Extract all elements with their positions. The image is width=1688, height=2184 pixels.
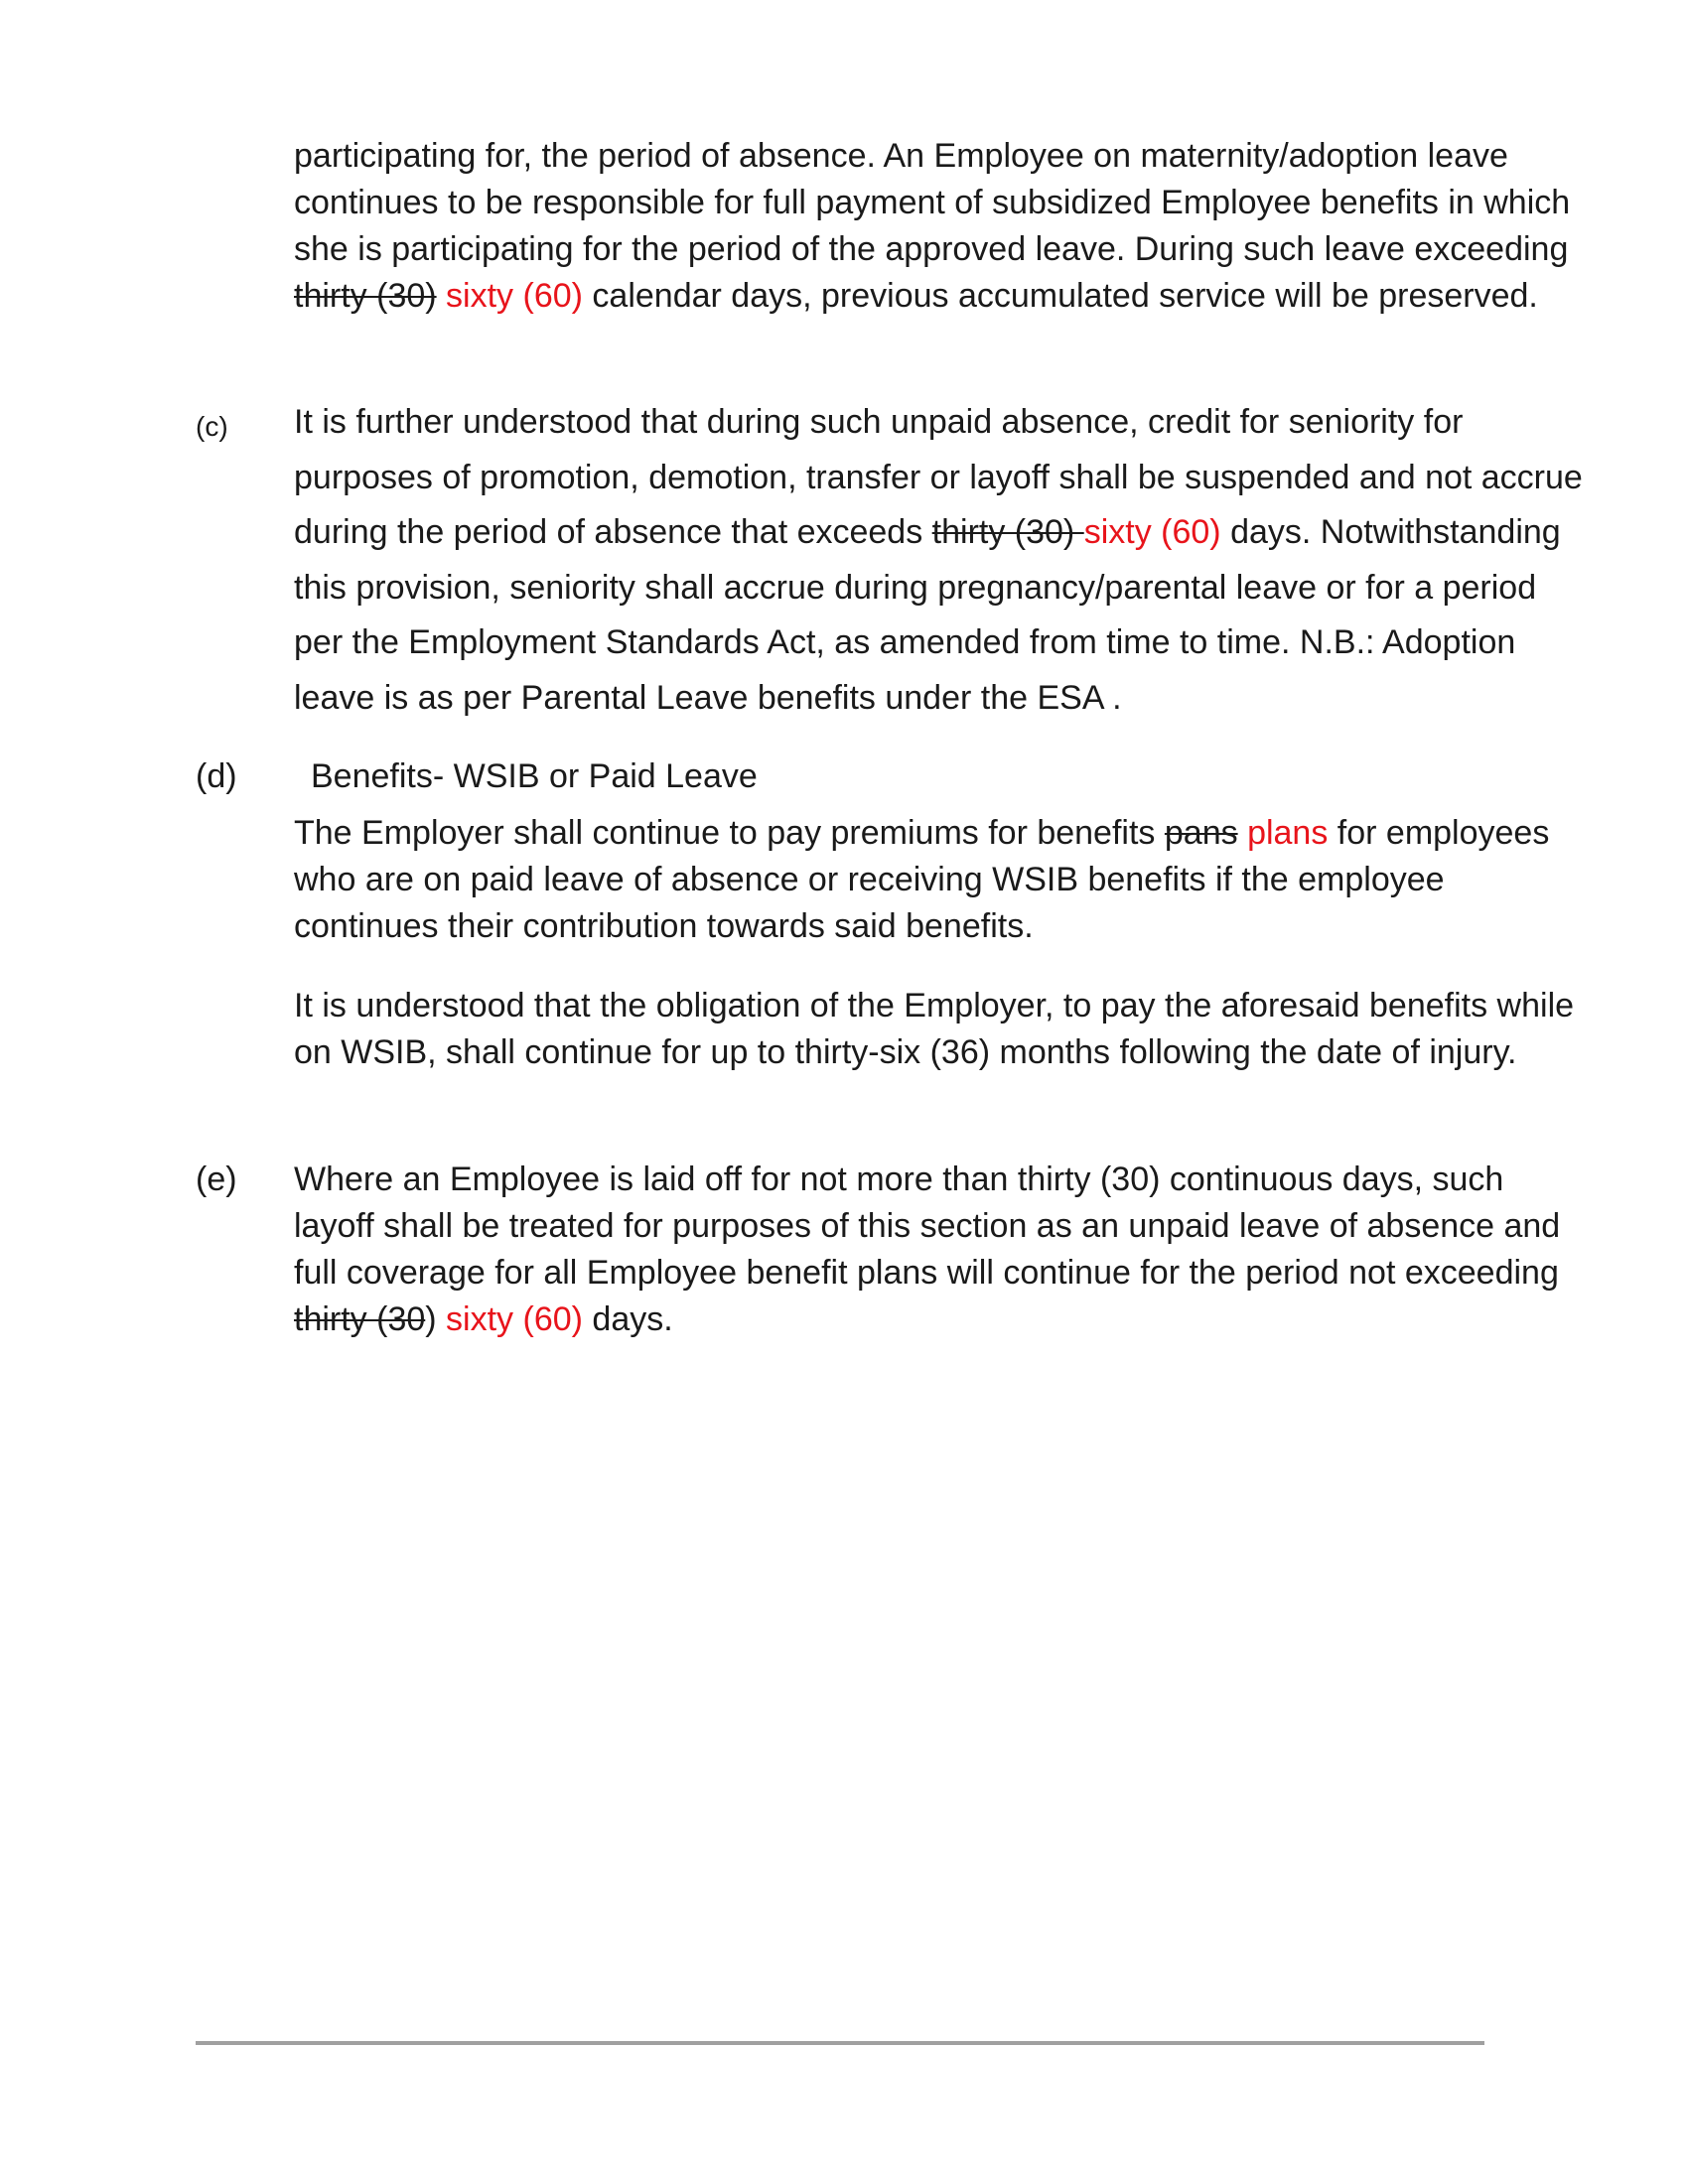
section-e-paragraph: [294, 1157, 1585, 1343]
inserted-text: sixty (60): [1083, 513, 1221, 551]
deleted-text: thirty (30): [931, 513, 1084, 551]
inserted-text: plans: [1247, 814, 1329, 852]
section-c-paragraph: [294, 395, 1585, 726]
section-d-marker: (d): [196, 757, 237, 795]
inserted-text: sixty (60): [446, 277, 583, 315]
section-e-marker: (e): [196, 1160, 237, 1198]
footer-divider: [196, 2041, 1484, 2045]
text-segment: [437, 277, 446, 315]
text-segment: Where an Employee is laid off for not more than thirty (30) continuous days, such layoff shall be treated for purposes of this section as an unpaid leave of absence and full coverage for all Employee benefit plans will continue for the period not exceeding: [294, 1160, 1561, 1292]
text-segment: [1238, 814, 1247, 852]
section-d-paragraph-1: [294, 810, 1585, 950]
deleted-text: pans: [1164, 814, 1238, 852]
section-d-paragraph-2: It is understood that the obligation of the Employer, to pay the aforesaid benefits while on WSIB, shall continue for up to thirty-six (36) months following the date of injury.: [294, 987, 1575, 1071]
text-segment: days. Notwithstanding this provision, seniority shall accrue during pregnancy/parental leave or for a period per the Employment Standards Act, as amended from time to time. N.B.: Adoption leave is as per Parental Leave benefits under the ESA .: [294, 513, 1561, 717]
section-d-heading: Benefits- WSIB or Paid Leave: [311, 757, 758, 795]
section-c-marker: (c): [196, 411, 228, 442]
text-segment: days.: [582, 1300, 673, 1338]
section-b-continued-paragraph: [294, 133, 1585, 320]
deleted-text: thirty (30): [294, 277, 437, 315]
text-segment: ): [425, 1300, 437, 1338]
text-segment: participating for, the period of absence. An Employee on maternity/adoption leave continues to be responsible for full payment of subsidized Employee benefits in which she is participating for the period of the approved leave. During such leave exceeding: [294, 137, 1571, 268]
text-segment: calendar days, previous accumulated service will be preserved.: [582, 277, 1538, 315]
text-segment: [437, 1300, 446, 1338]
inserted-text: sixty (60): [446, 1300, 583, 1338]
text-segment: It is further understood that during such unpaid absence, credit for seniority for purposes of promotion, demotion, transfer or layoff shall be suspended and not accrue during the period of absence that exceeds: [294, 403, 1583, 551]
deleted-text: thirty (30: [294, 1300, 426, 1338]
text-segment: for employees who are on paid leave of absence or receiving WSIB benefits if the employee continues their contribution towards said benefits.: [294, 814, 1550, 945]
text-segment: The Employer shall continue to pay premiums for benefits: [294, 814, 1165, 852]
